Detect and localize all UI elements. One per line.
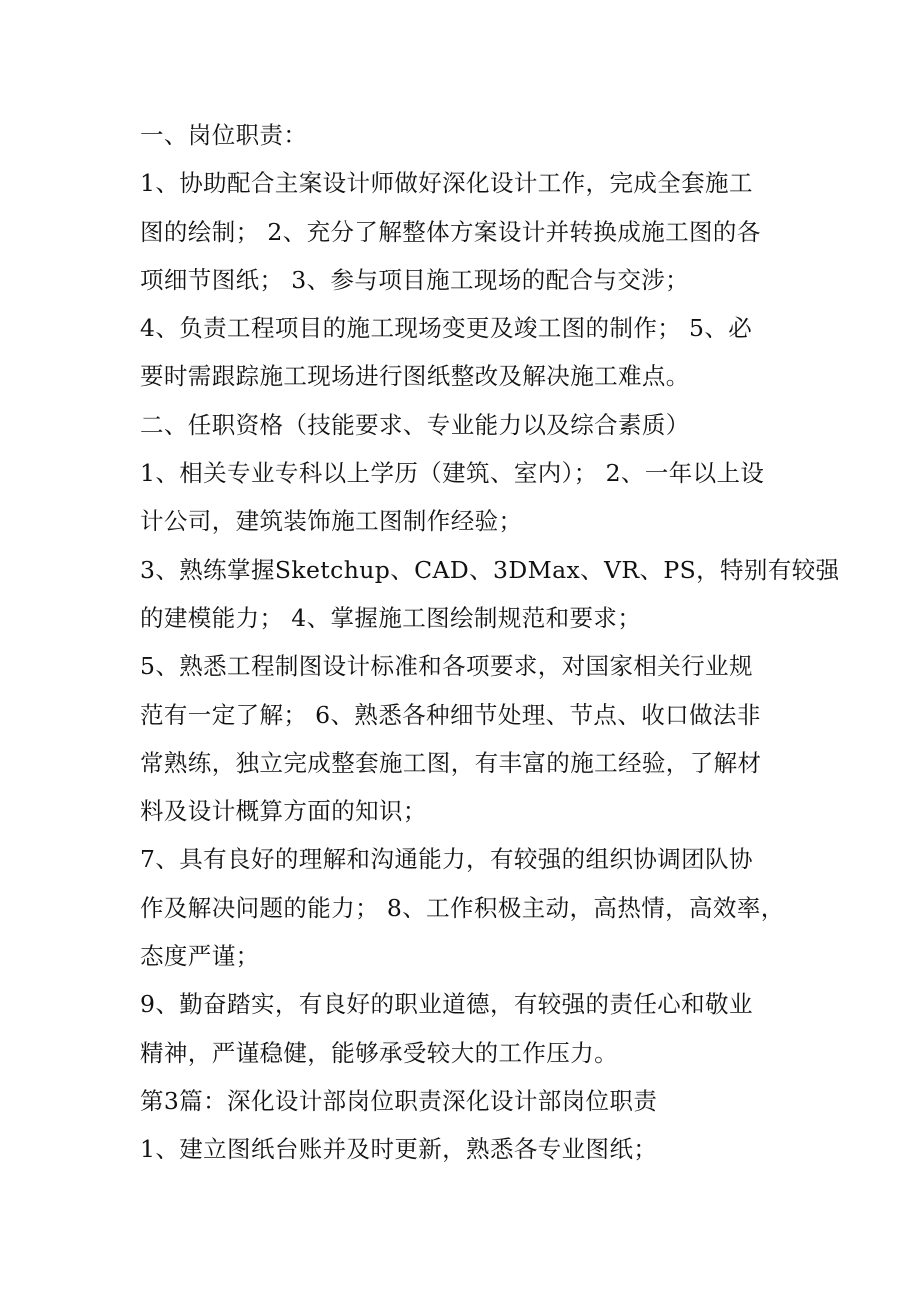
section-heading-part3: 第3篇：深化设计部岗位职责深化设计部岗位职责 [140,1086,658,1115]
text-line: 7、具有良好的理解和沟通能力，有较强的组织协调团队协 [140,845,753,874]
text-line: 计公司，建筑装饰施工图制作经验； [140,507,523,536]
text-line: 态度严谨； [140,942,260,971]
text-line: 4、负责工程项目的施工现场变更及竣工图的制作； 5、必 [140,314,753,343]
text-line: 常熟练，独立完成整套施工图，有丰富的施工经验，了解材 [140,748,762,777]
text-line: 5、熟悉工程制图设计标准和各项要求，对国家相关行业规 [140,652,753,681]
text-line: 范有一定了解； 6、熟悉各种细节处理、节点、收口做法非 [140,700,761,729]
document-body [140,111,840,1174]
section-heading-duties: 一、岗位职责： [140,121,308,149]
text-line: 图的绘制； 2、充分了解整体方案设计并转换成施工图的各 [140,217,761,246]
text-line: 作及解决问题的能力； 8、工作积极主动，高热情，高效率， [140,893,785,922]
text-line: 9、勤奋踏实，有良好的职业道德，有较强的责任心和敬业 [140,990,753,1019]
section-heading-qualifications: 二、任职资格（技能要求、专业能力以及综合素质） [140,410,690,439]
text-line: 料及设计概算方面的知识； [140,797,427,826]
text-line: 精神，严谨稳健，能够承受较大的工作压力。 [140,1038,618,1067]
text-line: 1、协助配合主案设计师做好深化设计工作，完成全套施工 [140,169,753,198]
text-line: 1、建立图纸台账并及时更新，熟悉各专业图纸； [140,1135,658,1164]
text-line: 项细节图纸； 3、参与项目施工现场的配合与交涉； [140,265,690,294]
text-line: 的建模能力； 4、掌握施工图绘制规范和要求； [140,603,642,632]
text-line: 1、相关专业专科以上学历（建筑、室内）； 2、一年以上设 [140,459,765,488]
text-line: 3、熟练掌握Sketchup、CAD、3DMax、VR、PS，特别有较强 [140,555,840,584]
text-line: 要时需跟踪施工现场进行图纸整改及解决施工难点。 [140,362,690,391]
